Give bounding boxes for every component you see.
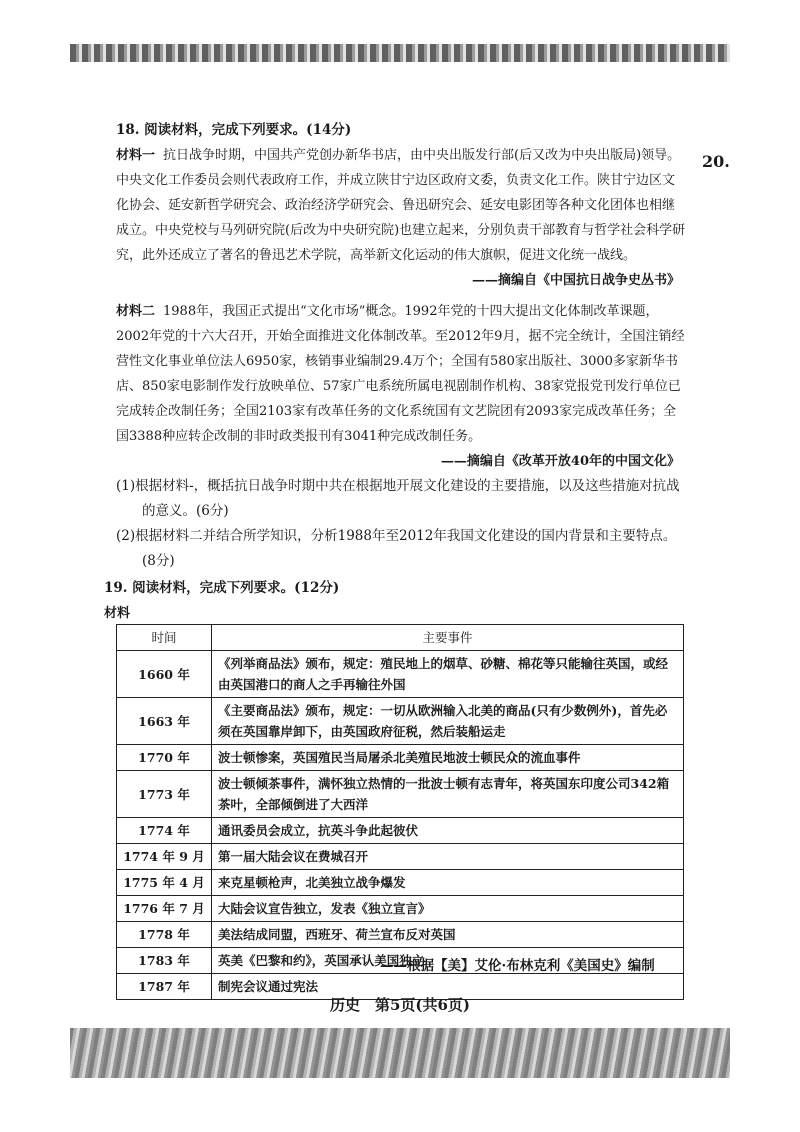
row-time: 1774 年 (117, 818, 212, 844)
row-time: 1663 年 (117, 698, 212, 745)
header-event: 主要事件 (212, 625, 684, 651)
row-event: 制宪会议通过宪法 (212, 974, 684, 1000)
question-19-title: 19. 阅读材料，完成下列要求。(12分) (104, 580, 340, 596)
row-time: 1775 年 4 月 (117, 870, 212, 896)
sub-question-2: (2)根据材料二并结合所学知识，分析1988年至2012年我国文化建设的国内背景和主要特点。(8分) (116, 528, 677, 569)
row-event: 通讯委员会成立，抗英斗争此起彼伏 (212, 818, 684, 844)
material-1-source: ——摘编自《中国抗日战争史丛书》 (471, 273, 680, 288)
table-row (117, 870, 684, 896)
row-time: 1773 年 (117, 771, 212, 818)
table-row (117, 818, 684, 844)
material-2-source: ——摘编自《改革开放40年的中国文化》 (440, 454, 680, 469)
row-event: 波士顿倾茶事件，满怀独立热情的一批波士顿有志青年，将英国东印度公司342箱茶叶，全部倾倒进了大西洋 (212, 771, 684, 818)
row-event: 来克星顿枪声，北美独立战争爆发 (212, 870, 684, 896)
sub-question-1: (1)根据材料-，概括抗日战争时期中共在根据地开展文化建设的主要措施，以及这些措施对抗战的意义。(6分) (116, 478, 680, 519)
row-event: 《列举商品法》颁布，规定：殖民地上的烟草、砂糖、棉花等只能输往英国，或经由英国港口的商人之手再输往外国 (212, 651, 684, 698)
table-row (117, 651, 684, 698)
page-footer: 历史 第5页(共6页) (329, 996, 471, 1014)
table-row (117, 844, 684, 870)
header-time: 时间 (117, 625, 212, 651)
table-row (117, 922, 684, 948)
row-time: 1787 年 (117, 974, 212, 1000)
row-time: 1774 年 9 月 (117, 844, 212, 870)
row-time: 1778 年 (117, 922, 212, 948)
scan-bottom-edge (70, 1028, 730, 1078)
row-time: 1783 年 (117, 948, 212, 974)
row-event: 第一届大陆会议在费城召开 (212, 844, 684, 870)
material-1-label: 材料一 (116, 148, 156, 163)
row-time: 1770 年 (117, 745, 212, 771)
events-table (116, 624, 684, 1000)
material-1-text: 抗日战争时期，中国共产党创办新华书店，由中央出版发行部(后又改为中央出版局)领导。中央文化工作委员会则代表政府工作，并成立陕甘宁边区政府文委，负责文化工作。陕甘宁边区文化协会、延安新哲学研究会、政治经济学研究会、鲁迅研究会、延安电影团等各种文化团体也相继成立。中央党校与马列研究院(后改为中央研究院)也建立起来，分别负责干部教育与哲学社会科学研究，此外还成立了著名的鲁迅艺术学院，高举新文化运动的伟大旗帜，促进文化统一战线。 (116, 148, 686, 263)
question-18 (104, 118, 686, 626)
material-2 (116, 299, 686, 449)
table-row (117, 698, 684, 745)
question-18-title: 18. 阅读材料，完成下列要求。(14分) (116, 122, 352, 138)
table-row (117, 771, 684, 818)
row-event: 波士顿惨案，英国殖民当局屠杀北美殖民地波士顿民众的流血事件 (212, 745, 684, 771)
row-event: 《主要商品法》颁布，规定：一切从欧洲输入北美的商品(只有少数例外)，首先必须在英国靠岸卸下，由英国政府征税，然后装船运走 (212, 698, 684, 745)
material-2-text: 1988年，我国正式提出“文化市场”概念。1992年党的十四大提出文化体制改革课题，2002年党的十六大召开，开始全面推进文化体制改革。至2012年9月，据不完全统计，全国注销经营性文化事业单位法人6950家，核销事业编制29.4万个；全国有580家出版社、3000多家新华书店、850家电影制作发行放映单位、57家广电系统所属电视剧制作机构、38家党报党刊发行单位已完成转企改制任务；全国2103家有改革任务的文化系统国有文艺院团有2093家完成改革任务；全国3388种应转企改制的非时政类报刊有3041种完成改制任务。 (116, 304, 685, 444)
row-event: 大陆会议宣告独立，发表《独立宣言》 (212, 896, 684, 922)
next-question-number: 20. (702, 152, 730, 171)
row-event: 美法结成同盟，西班牙、荷兰宣布反对英国 (212, 922, 684, 948)
question-19-material-label: 材料 (104, 606, 131, 621)
row-time: 1660 年 (117, 651, 212, 698)
material-1 (116, 143, 686, 268)
row-event: 英美《巴黎和约》，英国承认美国独立 (212, 948, 684, 974)
material-2-label: 材料二 (116, 304, 156, 319)
table-row (117, 745, 684, 771)
table-source: ——根据【美】艾伦·布林克利《美国史》编制 (380, 958, 655, 974)
table-row (117, 896, 684, 922)
table-header-row (117, 625, 684, 651)
row-time: 1776 年 7 月 (117, 896, 212, 922)
scan-top-edge (70, 44, 730, 62)
